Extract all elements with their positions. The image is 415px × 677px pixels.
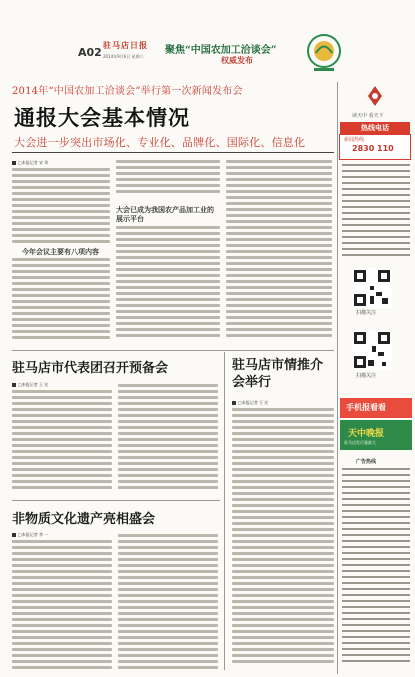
ad-evening-paper-sub: 驻马店发行量最大 (344, 440, 376, 445)
divider (224, 352, 225, 670)
story4-byline: □本报记者 李 一 (12, 532, 48, 538)
story4-text-col-1 (12, 540, 112, 672)
divider (12, 152, 334, 153)
lead-text-col-3 (226, 160, 332, 344)
qr-code-icon (352, 268, 392, 312)
story2-byline: □本报记者 王 宏 (12, 382, 48, 388)
kicker: 2014年“中国农加工洽谈会”举行第一次新闻发布会 (12, 86, 243, 97)
lead-byline: □本报记者 宋 玮 (12, 160, 48, 166)
divider (12, 500, 220, 501)
story2-text-col-1 (12, 390, 112, 494)
sidebar-logo-icon (342, 84, 408, 114)
lead-subtitle-2: 大会已成为我国农产品加工业的展示平台 (116, 205, 214, 223)
banner-title: 聚焦“中国农加工洽谈会” (165, 45, 277, 56)
qr-code-icon (352, 330, 392, 374)
info-title: 广告热线 (356, 459, 377, 465)
story3-headline: 驻马店市情推介会举行 (232, 358, 324, 390)
lead-text-col-2a (116, 160, 220, 200)
sidebar-info-2 (342, 468, 410, 672)
issue-line: 2014年9月6日 星期六 (103, 54, 144, 59)
ad-evening-paper-label: 天中晚报 (348, 429, 385, 439)
sidebar-tag-label: 热线电话 (361, 124, 389, 132)
sidebar-info-1 (342, 164, 410, 264)
lead-subtitle-1: 今年会议主要有八项内容 (22, 247, 99, 256)
ad-mobile-paper-label: 手机报看看 (346, 403, 386, 412)
page-headline: 通报大会基本情况 (14, 105, 190, 130)
hotline-number: 2830 110 (352, 144, 394, 153)
lead-text-col-2b (116, 226, 220, 344)
subheadline: 大会进一步突出市场化、专业化、品牌化、国际化、信息化 (14, 136, 306, 149)
qr-label-1: 扫描关注 (356, 310, 377, 316)
story3-byline: □本报记者 王 宏 (232, 400, 268, 406)
sidebar-tag (340, 122, 410, 134)
story3-text (232, 408, 334, 672)
sidebar-slogan: 读天中 看天下 (352, 113, 384, 119)
banner-sub: 权威发布 (221, 55, 253, 65)
story2-headline: 驻马店市代表团召开预备会 (12, 361, 169, 376)
qr-label-2: 扫描关注 (356, 373, 377, 379)
paper-name: 驻马店日报 (103, 40, 148, 50)
story2-text-col-2 (118, 384, 218, 494)
lead-text-col-1a (12, 168, 110, 244)
divider (12, 350, 334, 351)
lead-text-col-1b (12, 258, 110, 344)
story4-text-col-2 (118, 534, 218, 672)
page-number: A02 (78, 46, 102, 59)
sidebar-divider (337, 82, 338, 674)
hotline-label: 新闻热线 (344, 137, 365, 143)
fair-emblem-icon (300, 32, 348, 74)
story4-headline: 非物质文化遗产亮相盛会 (12, 512, 156, 527)
